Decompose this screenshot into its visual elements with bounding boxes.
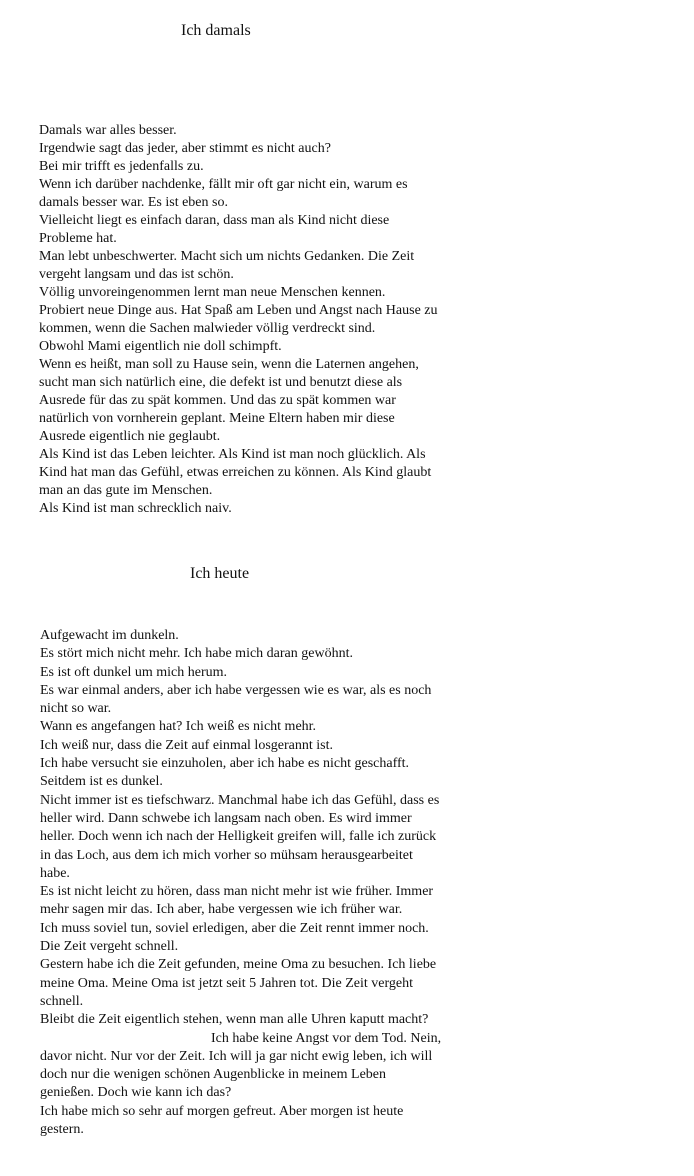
text-line: Als Kind ist das Leben leichter. Als Kind ist man noch glücklich. Als <box>39 447 426 462</box>
text-line: genießen. Doch wie kann ich das? <box>40 1085 232 1101</box>
text-line: Es war einmal anders, aber ich habe vergessen wie es war, als es noch <box>40 682 432 698</box>
text-line: nicht so war. <box>40 701 112 717</box>
text-line: Es stört mich nicht mehr. Ich habe mich daran gewöhnt. <box>40 646 353 662</box>
text-line: Völlig unvoreingenommen lernt man neue Menschen kennen. <box>39 285 386 300</box>
text-line: Irgendwie sagt das jeder, aber stimmt es nicht auch? <box>39 141 331 156</box>
text-line: Probiert neue Dinge aus. Hat Spaß am Leben und Angst nach Hause zu <box>39 303 438 318</box>
text-line: Ausrede eigentlich nie geglaubt. <box>39 429 221 444</box>
text-line: vergeht langsam und das ist schön. <box>39 267 234 282</box>
text-line: Ich muss soviel tun, soviel erledigen, aber die Zeit rennt immer noch. <box>40 920 429 936</box>
text-line: habe. <box>40 865 70 881</box>
text-line: Ausrede für das zu spät kommen. Und das zu spät kommen war <box>39 393 396 408</box>
text-line: schnell. <box>40 993 84 1009</box>
text-line: Wann es angefangen hat? Ich weiß es nicht mehr. <box>40 719 317 735</box>
text-line: Ich habe versucht sie einzuholen, aber ich habe es nicht geschafft. <box>40 756 410 772</box>
section-body-ich-damals <box>39 122 438 518</box>
text-line: Obwohl Mami eigentlich nie doll schimpft. <box>39 339 282 354</box>
text-line: Es ist oft dunkel um mich herum. <box>40 664 228 680</box>
text-line: kommen, wenn die Sachen malwieder völlig verdreckt sind. <box>39 321 376 336</box>
text-line: gestern. <box>40 1122 84 1138</box>
text-line: Ich weiß nur, dass die Zeit auf einmal losgerannt ist. <box>40 737 333 753</box>
text-line: Seitdem ist es dunkel. <box>40 774 163 790</box>
text-line-indented: Ich habe keine Angst vor dem Tod. Nein, <box>211 1030 442 1046</box>
text-line: Es ist nicht leicht zu hören, dass man nicht mehr ist wie früher. Immer <box>40 884 434 900</box>
text-line: Wenn ich darüber nachdenke, fällt mir oft gar nicht ein, warum es <box>39 177 408 192</box>
text-line: Wenn es heißt, man soll zu Hause sein, wenn die Laternen angehen, <box>39 357 419 372</box>
text-line: meine Oma. Meine Oma ist jetzt seit 5 Jahren tot. Die Zeit vergeht <box>40 975 413 991</box>
text-line: doch nur die wenigen schönen Augenblicke in meinem Leben <box>40 1067 387 1083</box>
text-line: Kind hat man das Gefühl, etwas erreichen zu können. Als Kind glaubt <box>39 465 432 480</box>
text-line: damals besser war. Es ist eben so. <box>39 195 228 210</box>
text-line: Ich habe mich so sehr auf morgen gefreut. Aber morgen ist heute <box>40 1103 404 1119</box>
text-line: Bei mir trifft es jedenfalls zu. <box>39 159 204 174</box>
text-line: Nicht immer ist es tiefschwarz. Manchmal habe ich das Gefühl, dass es <box>40 792 440 808</box>
text-line: Probleme hat. <box>39 231 117 246</box>
text-line: natürlich von vornherein geplant. Meine Eltern haben mir diese <box>39 411 395 426</box>
text-line: Als Kind ist man schrecklich naiv. <box>39 501 232 516</box>
text-line: in das Loch, aus dem ich mich vorher so mühsam herausgearbeitet <box>40 847 413 863</box>
text-line: davor nicht. Nur vor der Zeit. Ich will ja gar nicht ewig leben, ich will <box>40 1048 433 1064</box>
text-line: Damals war alles besser. <box>39 123 177 138</box>
text-line: heller wird. Dann schwebe ich langsam nach oben. Es wird immer <box>40 810 412 826</box>
text-line: Bleibt die Zeit eigentlich stehen, wenn man alle Uhren kaputt macht? <box>40 1012 429 1028</box>
text-line: man an das gute im Menschen. <box>39 483 213 498</box>
text-line: Gestern habe ich die Zeit gefunden, meine Oma zu besuchen. Ich liebe <box>40 957 437 973</box>
text-line: Die Zeit vergeht schnell. <box>40 939 179 955</box>
text-line: heller. Doch wenn ich nach der Helligkeit greifen will, falle ich zurück <box>40 829 437 845</box>
section-title-ich-heute: Ich heute <box>190 565 250 582</box>
text-line: mehr sagen mir das. Ich aber, habe vergessen wie ich früher war. <box>40 902 403 918</box>
text-line: Vielleicht liegt es einfach daran, dass man als Kind nicht diese <box>39 213 390 228</box>
text-line: sucht man sich natürlich eine, die defekt ist und benutzt diese als <box>39 375 403 390</box>
text-line: Man lebt unbeschwerter. Macht sich um nichts Gedanken. Die Zeit <box>39 249 415 264</box>
section-body-ich-heute <box>40 627 441 1139</box>
text-line: Aufgewacht im dunkeln. <box>40 628 179 643</box>
section-title-ich-damals: Ich damals <box>181 22 251 39</box>
